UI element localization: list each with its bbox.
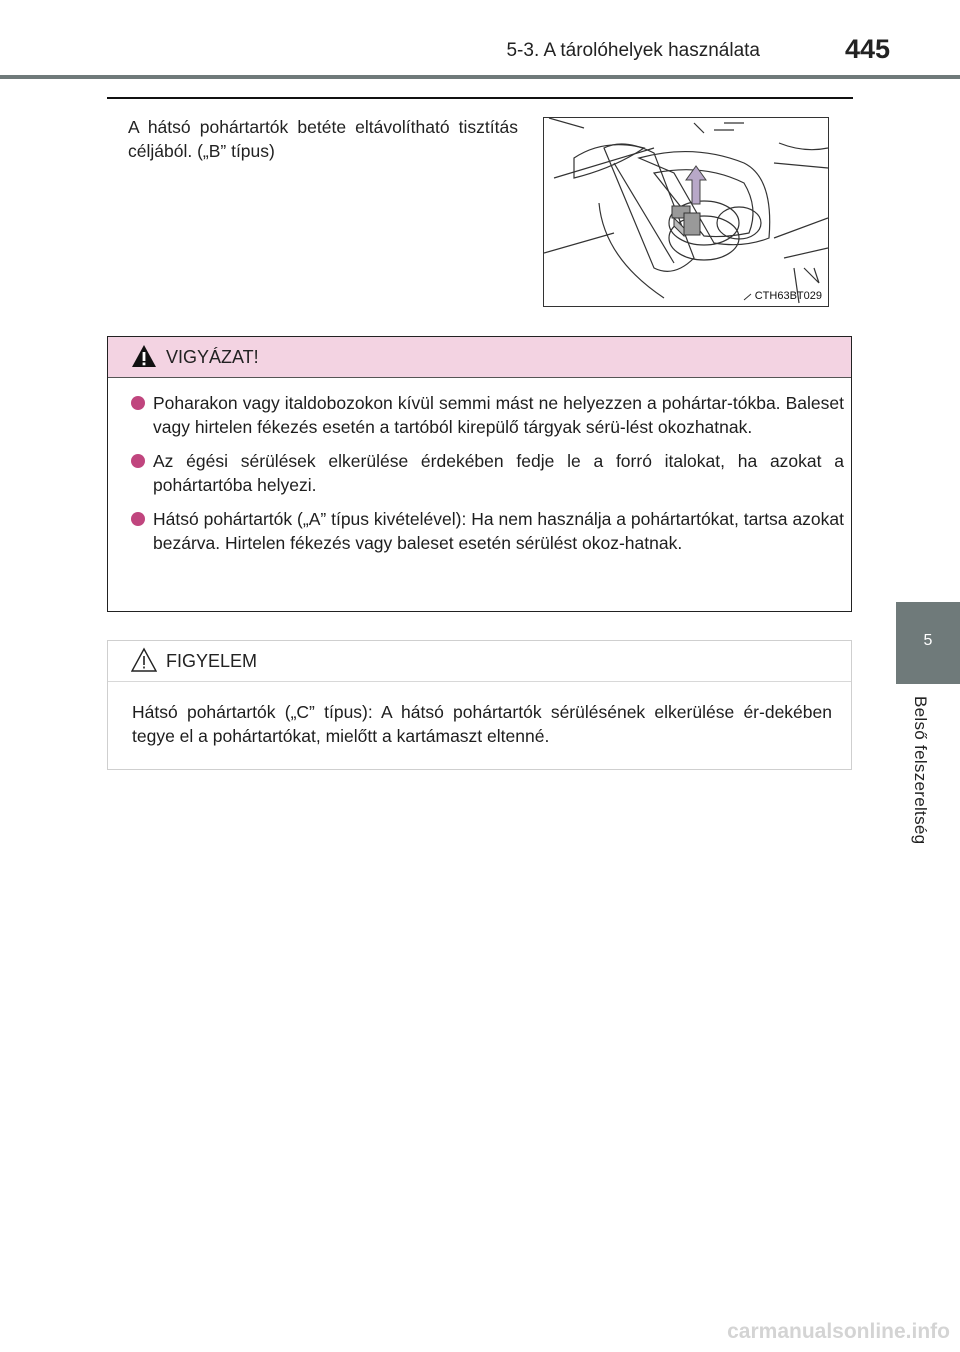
caution-list [126, 391, 844, 565]
bullet-icon [131, 512, 145, 526]
caution-item-text: Az égési sérülések elkerülése érdekében fedje le a forró italokat, ha azokat a pohártartóba helyezi. [153, 451, 844, 495]
caution-item-text: Hátsó pohártartók („A” típus kivételével): Ha nem használja a pohártartókat, tartsa azokat bezárva. Hirtelen fékezés vagy baleset esetén sérülést okoz-hatnak. [153, 509, 844, 553]
notice-header [108, 641, 851, 682]
notice-icon [131, 647, 157, 673]
bullet-icon [131, 396, 145, 410]
caution-item-text: Poharakon vagy italdobozokon kívül semmi mást ne helyezzen a pohártar-tókba. Baleset vagy hirtelen fékezés esetén a tartóból kirepülő tárgyak sérü-lést okozhatnak. [153, 393, 844, 437]
notice-text: Hátsó pohártartók („C” típus): A hátsó pohártartók sérülésének elkerülése ér-dekében tegye el a pohártartókat, mielőtt a kartámaszt eltenné. [132, 702, 832, 746]
caution-header [108, 337, 851, 378]
intro-paragraph: A hátsó pohártartók betéte eltávolítható tisztítás céljából. („B” típus) [128, 117, 518, 161]
caution-item [126, 391, 844, 439]
chapter-label: Belső felszereltség [911, 696, 930, 845]
bullet-icon [131, 454, 145, 468]
section-title: 5-3. A tárolóhelyek használata [506, 40, 760, 61]
notice-title: FIGYELEM [166, 651, 258, 671]
header-rule [0, 75, 960, 79]
chapter-tab [896, 602, 960, 684]
watermark: carmanualsonline.info [727, 1320, 950, 1343]
caution-item [126, 449, 844, 497]
warning-icon [131, 343, 157, 369]
caution-item [126, 507, 844, 555]
cupholder-illustration [543, 117, 829, 307]
notice-box [107, 640, 852, 770]
chapter-number: 5 [923, 632, 933, 649]
page-number: 445 [844, 34, 890, 64]
cupholder-drawing [544, 118, 828, 306]
figure-code: CTH63BT029 [754, 290, 822, 302]
content-top-rule [107, 97, 853, 99]
caution-title: VIGYÁZAT! [166, 347, 259, 367]
caution-box [107, 336, 852, 612]
